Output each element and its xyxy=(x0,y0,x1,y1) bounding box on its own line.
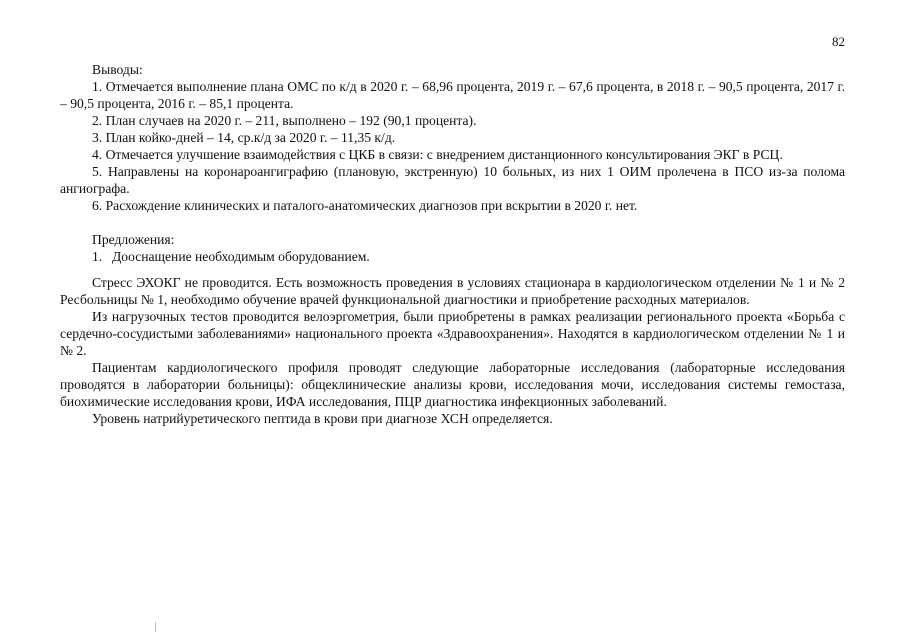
proposals-section xyxy=(60,231,845,265)
paragraph: Пациентам кардиологического профиля проводят следующие лабораторные исследования (лабораторные исследования проводятся в лаборатории больницы): общеклинические анализы крови, исследования мочи, исследования системы гемостаза, биохимические исследования крови, ИФА исследования, ПЦР диагностика инфекционных заболеваний. xyxy=(60,360,845,409)
scan-mark xyxy=(155,622,156,632)
narrative-section xyxy=(60,274,845,427)
conclusion-item: 4. Отмечается улучшение взаимодействия с ЦКБ в связи: с внедрением дистанционного консультирования ЭКГ в РСЦ. xyxy=(92,147,783,162)
paragraph: Из нагрузочных тестов проводится велоэргометрия, были приобретены в рамках реализации регионального проекта «Борьба с сердечно-сосудистыми заболеваниями» национального проекта «Здравоохранения». Находятся в кардиологическом отделении № 1 и № 2. xyxy=(60,309,845,358)
proposals-heading: Предложения: xyxy=(92,232,175,247)
conclusion-item: 5. Направлены на коронароангиграфию (плановую, экстренную) 10 больных, из них 1 ОИМ пролечена в ПСО из-за полома ангиографа. xyxy=(60,164,845,196)
conclusions-heading: Выводы: xyxy=(92,62,143,77)
proposal-number: 1. xyxy=(92,249,103,264)
page-number: 82 xyxy=(832,34,845,49)
conclusion-item: 6. Расхождение клинических и паталого-анатомических диагнозов при вскрытии в 2020 г. нет. xyxy=(92,198,638,213)
document-body xyxy=(60,61,845,427)
conclusion-item: 2. План случаев на 2020 г. – 211, выполнено – 192 (90,1 процента). xyxy=(92,113,477,128)
conclusion-item: 3. План койко-дней – 14, ср.к/д за 2020 г. – 11,35 к/д. xyxy=(92,130,396,145)
paragraph: Стресс ЭХОКГ не проводится. Есть возможность проведения в условиях стационара в кардиологическом отделении № 1 и № 2 Ресбольницы № 1, необходимо обучение врачей функциональной диагностики и приобретение расходных материалов. xyxy=(60,275,845,307)
spacer xyxy=(60,265,845,274)
paragraph: Уровень натрийуретического пептида в крови при диагнозе ХСН определяется. xyxy=(92,411,553,426)
proposal-text: Дооснащение необходимым оборудованием. xyxy=(112,249,370,264)
conclusions-section xyxy=(60,61,845,214)
conclusion-item: 1. Отмечается выполнение плана ОМС по к/д в 2020 г. – 68,96 процента, 2019 г. – 67,6 процента, в 2018 г. – 90,5 процента, 2017 г. – 90,5 процента, 2016 г. – 85,1 процента. xyxy=(60,79,845,111)
proposal-item xyxy=(60,248,845,265)
spacer xyxy=(60,214,845,231)
